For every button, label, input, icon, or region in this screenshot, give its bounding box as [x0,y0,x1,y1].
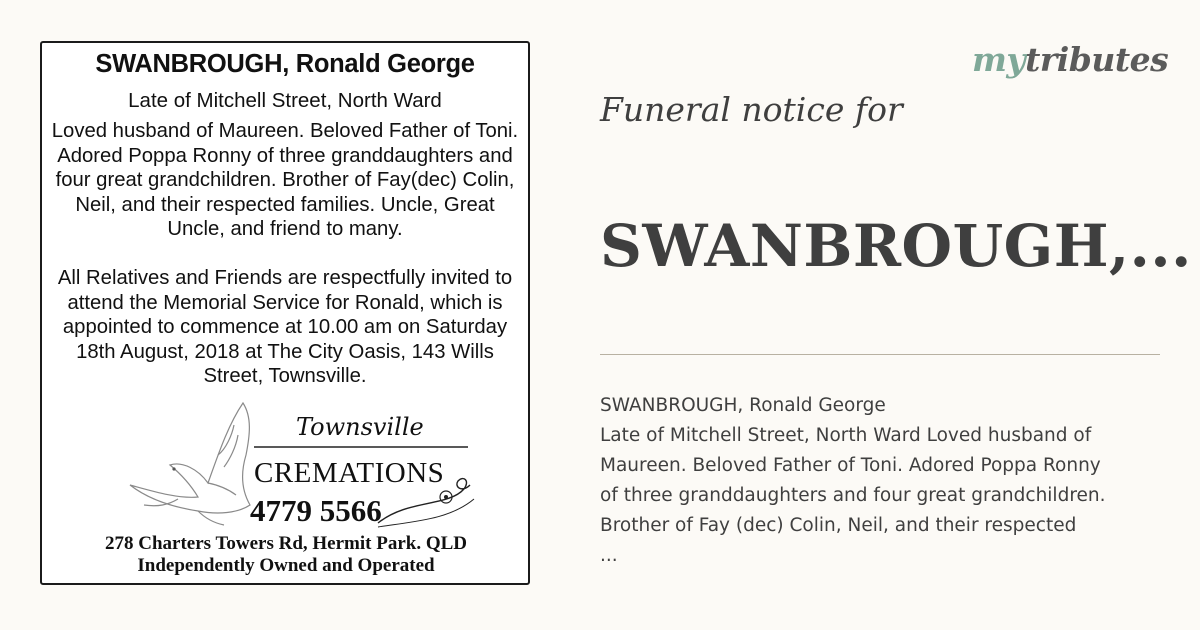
funeral-director-advert [78,395,494,579]
deceased-name: SWANBROUGH,... [600,212,1192,280]
excerpt-line: of three granddaughters and four great grandchildren. [600,485,1106,506]
advert-tagline: Independently Owned and Operated [137,555,435,576]
advert-phone: 4779 5566 [250,493,382,528]
advert-townsville-label: Townsville [296,413,424,441]
advert-cremations-label: CREMATIONS [254,457,445,489]
notice-paragraph-family: Loved husband of Maureen. Beloved Father of Toni. Adored Poppa Ronny of three granddaughters and four great grandchildren. Brother of Fay(dec) Colin, Neil, and their respected families. Uncle, Great Uncle, and friend to many. [51,120,519,240]
notice-excerpt [600,391,1160,571]
page-heading: Funeral notice for [600,90,903,129]
excerpt-line: Late of Mitchell Street, North Ward Loved husband of [600,425,1092,446]
excerpt-line: SWANBROUGH, Ronald George [600,395,886,416]
divider [600,354,1160,355]
funeral-notice-image [40,41,530,585]
excerpt-line: Maureen. Beloved Father of Toni. Adored Poppa Ronny [600,455,1101,476]
notice-title: SWANBROUGH, Ronald George [95,50,475,78]
excerpt-line: Brother of Fay (dec) Colin, Neil, and their respected [600,515,1077,536]
notice-subtitle: Late of Mitchell Street, North Ward [128,89,442,112]
logo-part-tributes: tributes [1025,40,1169,79]
advert-address: 278 Charters Towers Rd, Hermit Park. QLD [104,533,468,554]
mytributes-logo[interactable] [972,40,1168,79]
logo-part-my: my [972,40,1026,79]
notice-paragraph-service: All Relatives and Friends are respectfully invited to attend the Memorial Service for Ronald, which is appointed to commence at 10.00 am on Saturday 18th August, 2018 at The City Oasis, 143 Wills Street, Townsville. [57,267,513,387]
excerpt-ellipsis: ... [600,545,618,566]
